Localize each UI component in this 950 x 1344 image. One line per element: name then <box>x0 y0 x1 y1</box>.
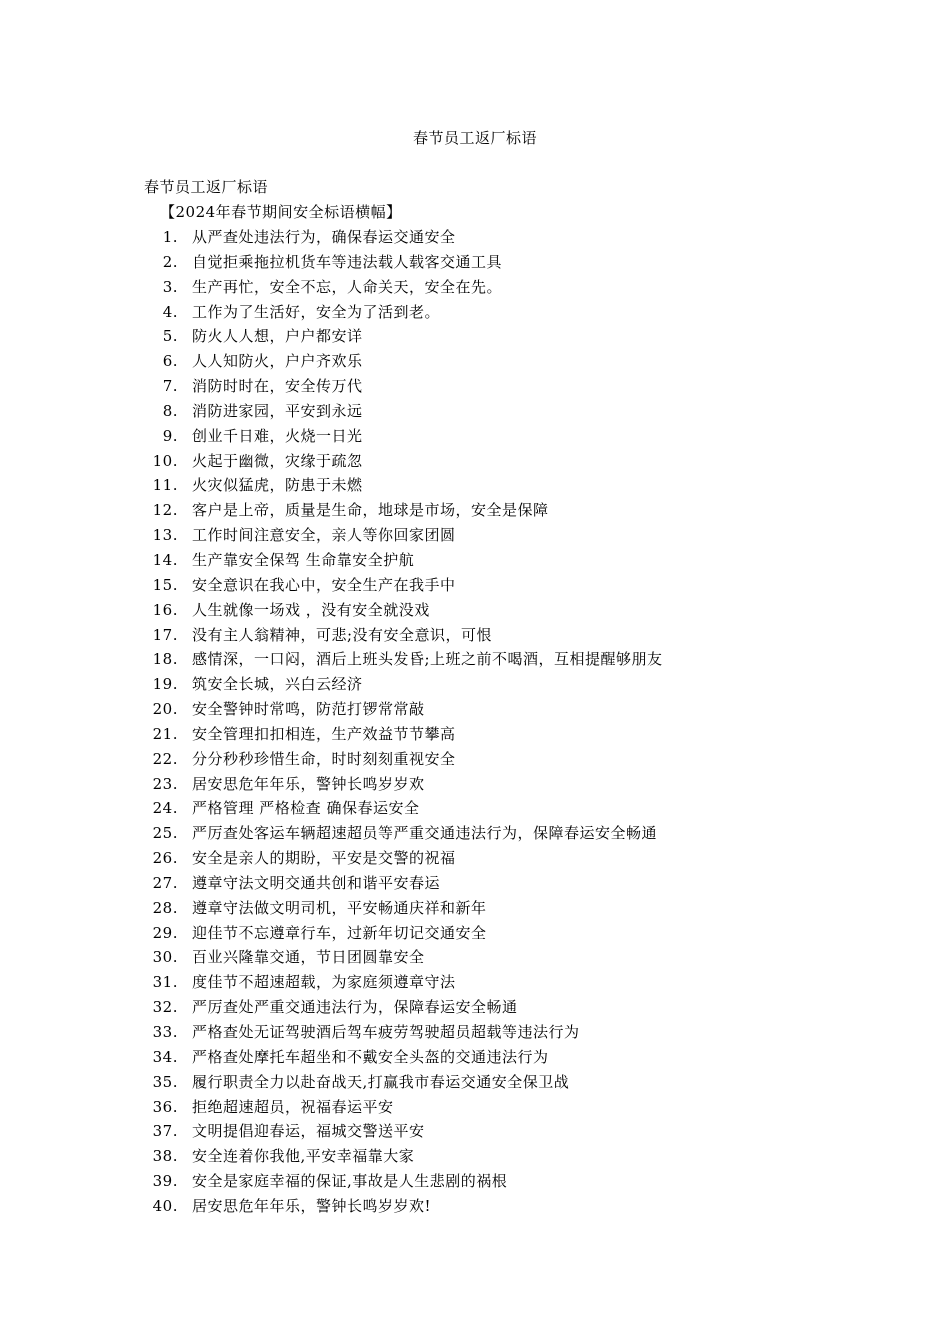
slogan-text: 安全连着你我他,平安幸福靠大家 <box>192 1147 415 1166</box>
slogan-number: 31. <box>152 973 178 992</box>
slogan-number: 37. <box>152 1122 178 1141</box>
slogan-number: 15. <box>152 575 178 594</box>
slogan-item <box>150 1171 663 1196</box>
slogan-item <box>150 227 663 252</box>
slogan-item <box>150 1047 663 1072</box>
slogan-number: 39. <box>152 1172 178 1191</box>
slogan-text: 安全警钟时常鸣，防范打锣常常敲 <box>192 700 425 719</box>
slogan-text: 没有主人翁精神，可悲;没有安全意识，可恨 <box>192 625 493 644</box>
slogan-number: 8. <box>162 401 178 420</box>
slogan-text: 生产再忙，安全不忘，人命关天，安全在先。 <box>192 277 503 296</box>
slogan-item <box>150 1072 663 1097</box>
slogan-number: 25. <box>152 824 178 843</box>
slogan-item <box>150 451 663 476</box>
slogan-item <box>150 649 663 674</box>
slogan-item <box>150 302 663 327</box>
slogan-number: 14. <box>152 550 178 569</box>
slogan-item <box>150 1097 663 1122</box>
slogan-text: 安全意识在我心中，安全生产在我手中 <box>192 575 456 594</box>
slogan-text: 严厉查处客运车辆超速超员等严重交通违法行为，保障春运安全畅通 <box>192 824 658 843</box>
slogan-item <box>150 277 663 302</box>
document-title: 春节员工返厂标语 <box>412 129 537 147</box>
slogan-number: 16. <box>152 600 178 619</box>
slogan-text: 客户是上帝，质量是生命，地球是市场，安全是保障 <box>192 501 549 520</box>
slogan-item <box>150 600 663 625</box>
slogan-item <box>150 997 663 1022</box>
slogan-item <box>150 972 663 997</box>
slogan-number: 9. <box>162 426 178 445</box>
slogan-item <box>150 550 663 575</box>
slogan-text: 生产靠安全保驾 生命靠安全护航 <box>192 550 415 569</box>
slogan-item <box>150 947 663 972</box>
slogan-text: 度佳节不超速超载，为家庭须遵章守法 <box>192 973 456 992</box>
slogan-number: 28. <box>152 898 178 917</box>
slogan-item <box>150 1146 663 1171</box>
slogan-text: 遵章守法做文明司机，平安畅通庆祥和新年 <box>192 898 487 917</box>
slogan-item <box>150 401 663 426</box>
slogan-text: 迎佳节不忘遵章行车，过新年切记交通安全 <box>192 923 487 942</box>
slogan-number: 35. <box>152 1072 178 1091</box>
section-heading: 【2024年春节期间安全标语横幅】 <box>160 203 402 221</box>
slogan-number: 26. <box>152 849 178 868</box>
slogan-number: 19. <box>152 675 178 694</box>
slogan-text: 从严查处违法行为，确保春运交通安全 <box>192 228 456 246</box>
slogan-item <box>150 1196 663 1221</box>
slogan-item <box>150 674 663 699</box>
slogan-item <box>150 1022 663 1047</box>
slogan-text: 创业千日难，火烧一日光 <box>192 426 363 445</box>
slogan-number: 23. <box>152 774 178 793</box>
slogan-item <box>150 823 663 848</box>
slogan-text: 安全是家庭幸福的保证,事故是人生悲剧的祸根 <box>192 1172 508 1191</box>
slogan-text: 居安思危年年乐，警钟长鸣岁岁欢 <box>192 774 425 793</box>
slogan-number: 7. <box>162 377 178 396</box>
slogan-item <box>150 376 663 401</box>
slogan-number: 6. <box>162 352 178 371</box>
slogan-number: 40. <box>152 1196 178 1215</box>
slogan-number: 22. <box>152 749 178 768</box>
slogan-number: 36. <box>152 1097 178 1116</box>
slogan-number: 33. <box>152 1023 178 1041</box>
slogan-text: 自觉拒乘拖拉机货车等违法载人载客交通工具 <box>192 252 503 271</box>
slogan-item <box>150 475 663 500</box>
slogan-item <box>150 500 663 525</box>
slogan-text: 感情深，一口闷，酒后上班头发昏;上班之前不喝酒，互相提醒够朋友 <box>192 650 663 669</box>
document-subtitle: 春节员工返厂标语 <box>144 178 269 196</box>
slogan-number: 2. <box>162 252 178 271</box>
slogan-number: 27. <box>152 873 178 892</box>
slogan-number: 3. <box>162 277 178 296</box>
slogan-text: 工作时间注意安全，亲人等你回家团圆 <box>192 526 456 545</box>
slogan-text: 筑安全长城，兴白云经济 <box>192 675 363 694</box>
slogan-number: 17. <box>152 625 178 644</box>
slogan-item <box>150 525 663 550</box>
slogan-number: 30. <box>152 948 178 967</box>
slogan-list <box>150 227 663 1221</box>
slogan-text: 履行职责全力以赴奋战天,打赢我市春运交通安全保卫战 <box>192 1072 570 1091</box>
slogan-text: 安全是亲人的期盼，平安是交警的祝福 <box>192 849 456 868</box>
slogan-text: 居安思危年年乐，警钟长鸣岁岁欢! <box>192 1196 432 1215</box>
slogan-text: 文明提倡迎春运，福城交警送平安 <box>192 1122 425 1141</box>
slogan-text: 严格管理 严格检查 确保春运安全 <box>192 799 420 818</box>
slogan-item <box>150 575 663 600</box>
slogan-number: 34. <box>152 1047 178 1066</box>
slogan-number: 24. <box>152 799 178 818</box>
slogan-number: 38. <box>152 1147 178 1166</box>
slogan-item <box>150 252 663 277</box>
slogan-text: 百业兴隆靠交通，节日团圆靠安全 <box>192 948 425 967</box>
slogan-item <box>150 749 663 774</box>
slogan-text: 分分秒秒珍惜生命，时时刻刻重视安全 <box>192 749 456 768</box>
slogan-text: 火起于幽微，灾缘于疏忽 <box>192 451 363 470</box>
slogan-text: 严格查处无证驾驶酒后驾车疲劳驾驶超员超载等违法行为 <box>192 1023 580 1041</box>
slogan-number: 11. <box>152 476 178 495</box>
slogan-item <box>150 351 663 376</box>
slogan-item <box>150 774 663 799</box>
slogan-item <box>150 326 663 351</box>
slogan-item <box>150 426 663 451</box>
slogan-number: 10. <box>152 451 178 470</box>
slogan-number: 4. <box>162 302 178 321</box>
slogan-text: 遵章守法文明交通共创和谐平安春运 <box>192 873 441 892</box>
slogan-item <box>150 798 663 823</box>
slogan-text: 严厉查处严重交通违法行为，保障春运安全畅通 <box>192 998 518 1017</box>
slogan-number: 32. <box>152 998 178 1017</box>
slogan-item <box>150 873 663 898</box>
slogan-item <box>150 1121 663 1146</box>
slogan-item <box>150 923 663 948</box>
slogan-text: 人人知防火，户户齐欢乐 <box>192 352 363 371</box>
slogan-number: 1. <box>162 228 178 246</box>
slogan-number: 12. <box>152 501 178 520</box>
slogan-item <box>150 848 663 873</box>
slogan-number: 13. <box>152 526 178 545</box>
slogan-text: 消防时时在，安全传万代 <box>192 377 363 396</box>
slogan-text: 安全管理扣扣相连，生产效益节节攀高 <box>192 724 456 743</box>
slogan-text: 人生就像一场戏 ，没有安全就没戏 <box>192 600 430 619</box>
slogan-number: 29. <box>152 923 178 942</box>
slogan-text: 防火人人想，户户都安详 <box>192 327 363 346</box>
slogan-number: 5. <box>162 327 178 346</box>
slogan-text: 工作为了生活好，安全为了活到老。 <box>192 302 441 321</box>
slogan-text: 拒绝超速超员，祝福春运平安 <box>192 1097 394 1116</box>
slogan-number: 21. <box>152 724 178 743</box>
slogan-item <box>150 625 663 650</box>
slogan-text: 火灾似猛虎，防患于未燃 <box>192 476 363 495</box>
slogan-item <box>150 724 663 749</box>
slogan-number: 20. <box>152 700 178 719</box>
slogan-text: 消防进家园，平安到永远 <box>192 401 363 420</box>
slogan-number: 18. <box>152 650 178 669</box>
slogan-text: 严格查处摩托车超坐和不戴安全头盔的交通违法行为 <box>192 1047 549 1066</box>
slogan-item <box>150 699 663 724</box>
slogan-item <box>150 898 663 923</box>
